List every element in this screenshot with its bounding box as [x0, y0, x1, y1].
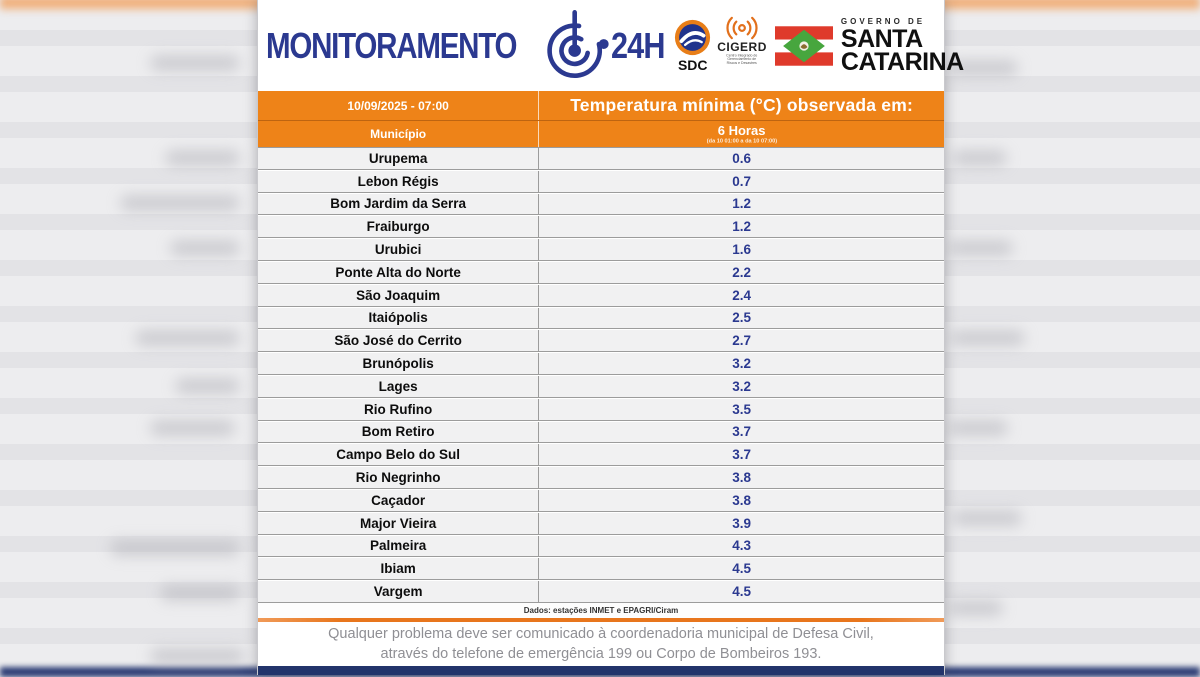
monitoramento-wordmark: MONITORAMENTO: [266, 24, 517, 66]
temperature-value: 3.5: [732, 401, 751, 417]
temperature-value: 0.6: [732, 150, 751, 166]
background-blur-blob: [948, 420, 1008, 436]
table-row: [258, 215, 944, 238]
municipality-name: Bom Retiro: [258, 422, 539, 443]
table-row: [258, 580, 944, 603]
footer-notice: [258, 622, 944, 666]
table-row: [258, 398, 944, 421]
catarina-label: CATARINA: [840, 48, 964, 76]
background-blur-blob: [135, 330, 240, 346]
notice-line1: Qualquer problema deve ser comunicado à coordenadoria municipal de Defesa Civil,: [328, 626, 874, 642]
period-range-label: (da 10 01:00 a da 10 07:00): [706, 138, 777, 144]
table-subheader-row: [258, 121, 944, 148]
column-header-municipio: Município: [258, 121, 539, 147]
table-row: [258, 512, 944, 535]
table-row: [258, 193, 944, 216]
temperature-value: 3.2: [732, 378, 751, 394]
bulletin-panel: [257, 0, 964, 675]
table-row: [258, 307, 944, 330]
table-row: [258, 352, 944, 375]
background-blur-blob: [948, 600, 1003, 616]
table-title: Temperatura mínima (°C) observada em:: [570, 95, 913, 115]
temperature-value: 3.7: [732, 424, 751, 440]
municipality-name: Lages: [258, 376, 539, 397]
notice-line2: através do telefone de emergência 199 ou Corpo de Bombeiros 193.: [380, 646, 822, 662]
table-row: [258, 284, 944, 307]
table-row: [258, 238, 944, 261]
santa-label: SANTA: [840, 25, 923, 53]
municipality-name: Urupema: [258, 148, 539, 169]
municipality-name: Rio Rufino: [258, 399, 539, 420]
governo-de-label: GOVERNO DE: [840, 17, 926, 26]
bottom-navy-bar: [258, 666, 944, 675]
santa-catarina-logo: [775, 17, 964, 74]
cigerd-logo: [717, 15, 767, 76]
period-label: 6 Horas: [717, 122, 766, 138]
table-row: [258, 489, 944, 512]
column-header-period: [539, 121, 944, 147]
municipality-name: Major Vieira: [258, 513, 539, 534]
cigerd-subtitle: Centro Integrado de Gerenciamento de Riscos e Desastres: [726, 53, 758, 65]
governo-wordmark: [841, 17, 964, 74]
background-blur-blob: [948, 240, 1013, 256]
temperature-value: 1.2: [732, 219, 751, 235]
temperature-value: 2.4: [732, 287, 751, 303]
municipality-name: Vargem: [258, 581, 539, 602]
municipality-name: Ponte Alta do Norte: [258, 262, 539, 283]
municipality-name: Lebon Régis: [258, 171, 539, 192]
sdc-logo: [674, 19, 711, 73]
temperature-value: 4.5: [732, 584, 751, 600]
temperature-value: 4.3: [732, 538, 751, 554]
background-blur-blob: [120, 195, 240, 211]
background-blur-blob: [160, 585, 240, 601]
temperature-value: 2.2: [732, 264, 751, 280]
temperature-value: 1.6: [732, 242, 751, 258]
background-blur-blob: [165, 150, 240, 166]
sdc-emblem-icon: [674, 19, 711, 56]
cigerd-label: CIGERD: [717, 39, 767, 54]
table-row: [258, 466, 944, 489]
background-blur-blob: [950, 330, 1025, 346]
header: [258, 0, 964, 91]
temperature-value: 3.9: [732, 515, 751, 531]
background-blur-blob: [175, 378, 240, 394]
table-row: [258, 170, 944, 193]
municipality-name: Bom Jardim da Serra: [258, 194, 539, 215]
background-blur-blob: [150, 55, 240, 71]
municipality-name: São Joaquim: [258, 285, 539, 306]
table-row: [258, 443, 944, 466]
table-row: [258, 375, 944, 398]
municipality-name: Brunópolis: [258, 353, 539, 374]
municipality-name: Rio Negrinho: [258, 467, 539, 488]
background-blur-blob: [150, 420, 235, 436]
temperature-value: 0.7: [732, 173, 751, 189]
table-row: [258, 535, 944, 558]
table-title-row: [258, 91, 944, 121]
datetime-label: 10/09/2025 - 07:00: [258, 91, 539, 120]
sdc-label: SDC: [677, 56, 708, 73]
municipality-name: Urubici: [258, 239, 539, 260]
municipality-name: Itaiópolis: [258, 308, 539, 329]
background-blur-blob: [170, 240, 240, 256]
radar-24h-icon: [543, 9, 609, 83]
monitoramento-logo: [266, 9, 674, 83]
table-row: [258, 148, 944, 170]
municipality-name: Fraiburgo: [258, 216, 539, 237]
municipality-name: Caçador: [258, 490, 539, 511]
municipality-name: São José do Cerrito: [258, 330, 539, 351]
temperature-value: 4.5: [732, 561, 751, 577]
table-row: [258, 421, 944, 444]
table-row: [258, 329, 944, 352]
municipality-name: Campo Belo do Sul: [258, 444, 539, 465]
temperature-value: 3.8: [732, 492, 751, 508]
background-blur-blob: [110, 540, 240, 556]
temperature-table-body: [258, 148, 944, 603]
24h-label: 24H: [611, 24, 665, 66]
data-source-label: Dados: estações INMET e EPAGRI/Ciram: [258, 603, 944, 618]
municipality-name: Palmeira: [258, 536, 539, 557]
temperature-value: 3.2: [732, 356, 751, 372]
table-row: [258, 557, 944, 580]
temperature-value: 3.8: [732, 470, 751, 486]
temperature-value: 3.7: [732, 447, 751, 463]
background-blur-blob: [952, 510, 1022, 526]
temperature-value: 2.7: [732, 333, 751, 349]
table-row: [258, 261, 944, 284]
temperature-value: 2.5: [732, 310, 751, 326]
background-blur-blob: [150, 648, 245, 664]
temperature-value: 1.2: [732, 196, 751, 212]
municipality-name: Ibiam: [258, 558, 539, 579]
background-blur-blob: [952, 150, 1007, 166]
cigerd-waves-icon: [723, 15, 761, 41]
santa-catarina-flag-icon: [775, 26, 833, 66]
